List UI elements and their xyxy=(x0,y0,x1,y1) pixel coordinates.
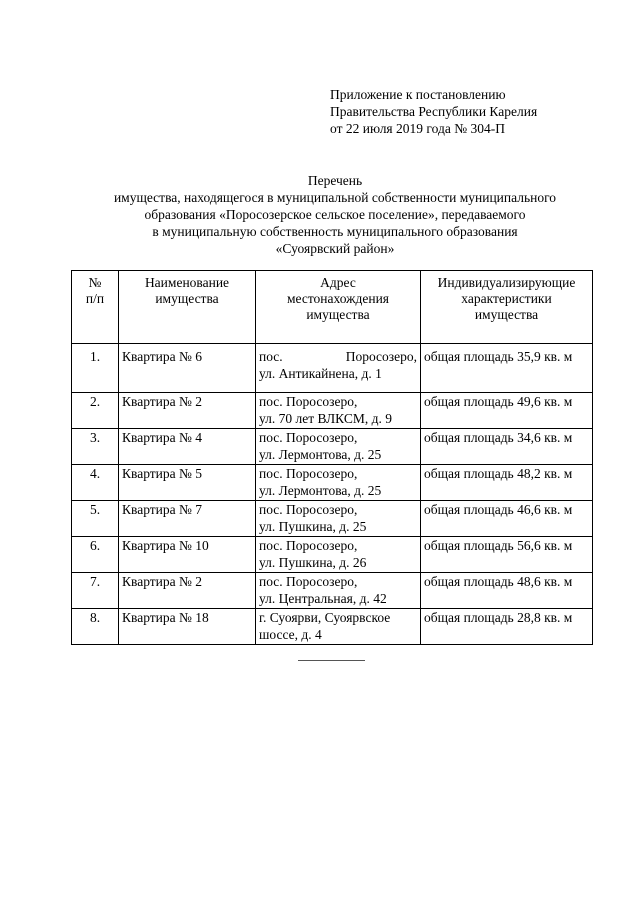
table-row xyxy=(72,429,593,465)
title-line: образования «Поросозерское сельское поселение», передаваемого xyxy=(144,207,526,222)
row-address: пос. Поросозеро, ул. Пушкина, д. 25 xyxy=(256,501,421,537)
row-name: Квартира № 6 xyxy=(119,344,256,393)
table-row xyxy=(72,344,593,393)
row-number: 1. xyxy=(72,344,119,393)
row-number: 3. xyxy=(72,429,119,465)
table-row xyxy=(72,573,593,609)
row-characteristics: общая площадь 48,2 кв. м xyxy=(421,465,593,501)
table-row xyxy=(72,537,593,573)
row-name: Квартира № 2 xyxy=(119,573,256,609)
table-row xyxy=(72,501,593,537)
header-characteristics: Индивидуализирующие характеристики имущества xyxy=(421,271,593,344)
row-name: Квартира № 7 xyxy=(119,501,256,537)
row-name: Квартира № 2 xyxy=(119,393,256,429)
row-characteristics: общая площадь 48,6 кв. м xyxy=(421,573,593,609)
row-characteristics: общая площадь 28,8 кв. м xyxy=(421,609,593,645)
header-number: № п/п xyxy=(72,271,119,344)
appendix-line: от 22 июля 2019 года № 304-П xyxy=(330,121,505,136)
row-number: 4. xyxy=(72,465,119,501)
row-number: 7. xyxy=(72,573,119,609)
row-address: пос. Поросозеро, ул. Центральная, д. 42 xyxy=(256,573,421,609)
row-characteristics: общая площадь 56,6 кв. м xyxy=(421,537,593,573)
row-characteristics: общая площадь 35,9 кв. м xyxy=(421,344,593,393)
row-address: пос. Поросозеро, ул. Антикайнена, д. 1 xyxy=(256,344,421,393)
title-line: Перечень xyxy=(307,173,363,188)
row-address: пос. Поросозеро, ул. Лермонтова, д. 25 xyxy=(256,429,421,465)
row-name: Квартира № 18 xyxy=(119,609,256,645)
row-number: 8. xyxy=(72,609,119,645)
header-name: Наименование имущества xyxy=(119,271,256,344)
table-row xyxy=(72,609,593,645)
row-address: пос. Поросозеро, ул. Лермонтова, д. 25 xyxy=(256,465,421,501)
table-header-row xyxy=(72,271,593,344)
row-name: Квартира № 10 xyxy=(119,537,256,573)
row-characteristics: общая площадь 34,6 кв. м xyxy=(421,429,593,465)
row-name: Квартира № 5 xyxy=(119,465,256,501)
table-row xyxy=(72,393,593,429)
property-table xyxy=(71,270,593,645)
end-divider xyxy=(298,660,365,661)
row-number: 6. xyxy=(72,537,119,573)
title-line: «Суоярвский район» xyxy=(275,241,395,256)
row-number: 5. xyxy=(72,501,119,537)
row-characteristics: общая площадь 46,6 кв. м xyxy=(421,501,593,537)
document-title xyxy=(40,172,630,257)
row-name: Квартира № 4 xyxy=(119,429,256,465)
row-address: г. Суоярви, Суоярвское шоссе, д. 4 xyxy=(256,609,421,645)
row-characteristics: общая площадь 49,6 кв. м xyxy=(421,393,593,429)
title-line: в муниципальную собственность муниципального образования xyxy=(152,224,518,239)
appendix-line: Правительства Республики Карелия xyxy=(330,104,538,119)
appendix-note xyxy=(330,86,537,137)
header-address: Адрес местонахождения имущества xyxy=(256,271,421,344)
row-number: 2. xyxy=(72,393,119,429)
row-address: пос. Поросозеро, ул. Пушкина, д. 26 xyxy=(256,537,421,573)
title-line: имущества, находящегося в муниципальной собственности муниципального xyxy=(113,190,557,205)
row-address: пос. Поросозеро, ул. 70 лет ВЛКСМ, д. 9 xyxy=(256,393,421,429)
table-row xyxy=(72,465,593,501)
appendix-line: Приложение к постановлению xyxy=(330,87,506,102)
